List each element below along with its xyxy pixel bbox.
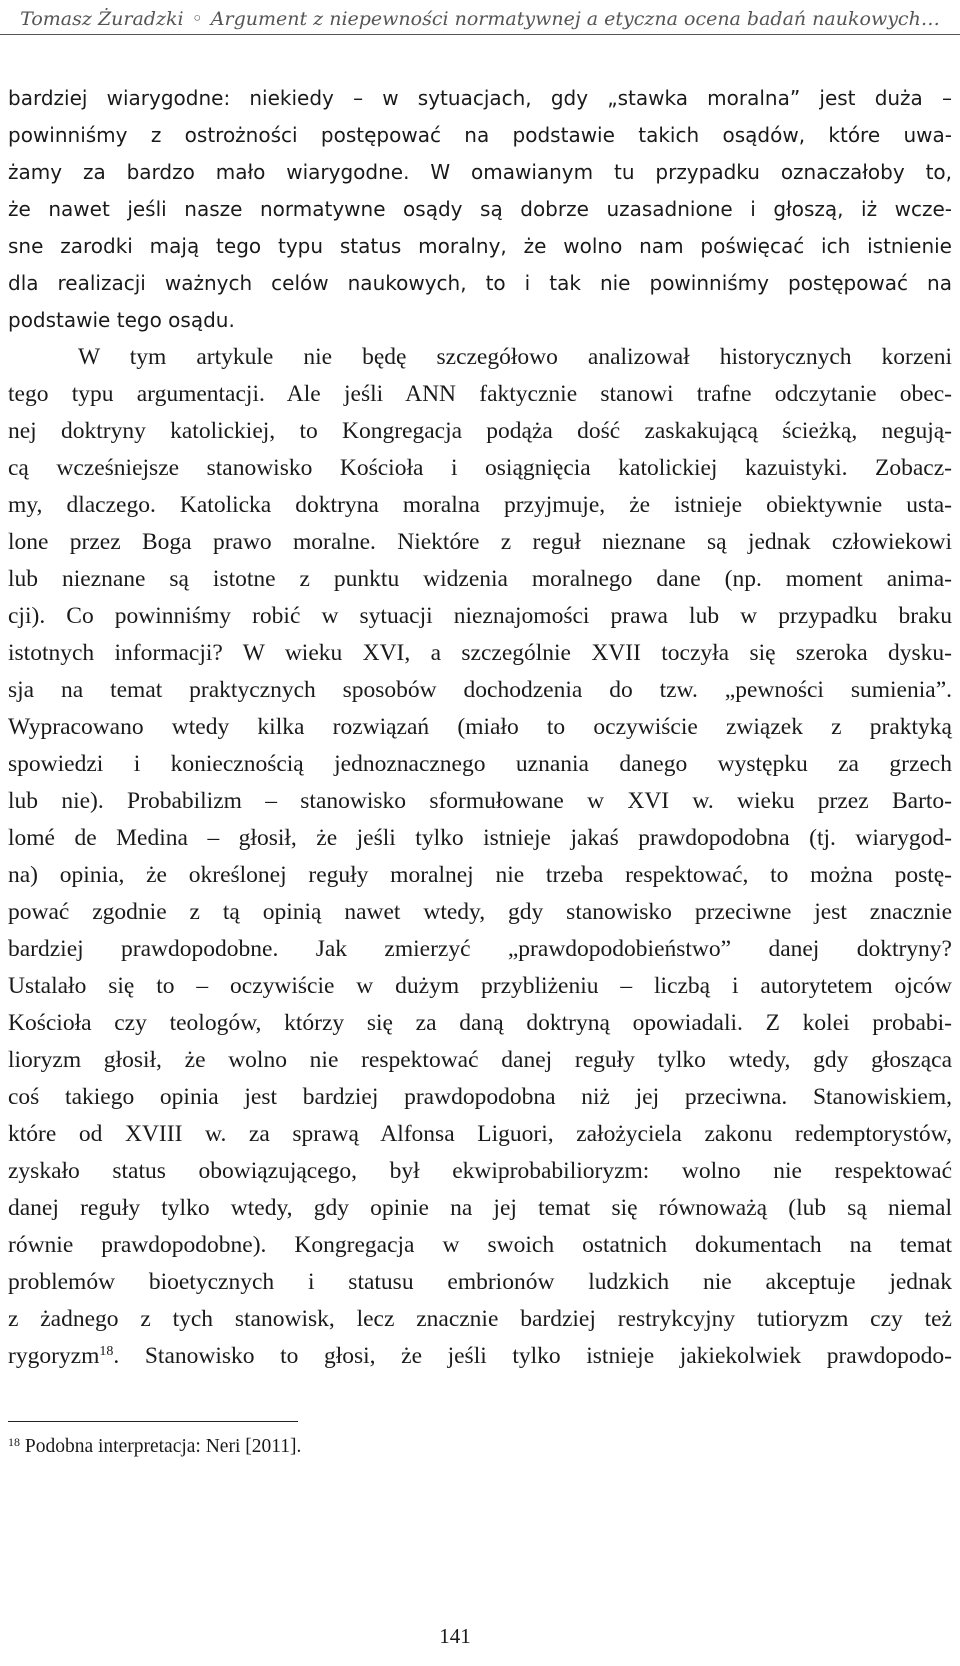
- text-line: lomé de Medina – głosił, że jeśli tylko istnieje jakaś prawdopodobna (tj. wiarygod-: [8, 825, 952, 851]
- text-line: bardziej prawdopodobne. Jak zmierzyć „prawdopodobieństwo” danej doktryny?: [8, 936, 952, 962]
- header-author: Tomasz Żuradzki: [20, 8, 184, 30]
- text-line: które od XVIII w. za sprawą Alfonsa Liguori, założyciela zakonu redemptorystów,: [8, 1121, 952, 1147]
- footnote-text: Podobna interpretacja: Neri [2011].: [24, 1436, 302, 1457]
- footnote: [8, 1434, 301, 1460]
- text-line: z żadnego z tych stanowisk, lecz znacznie bardziej restrykcyjny tutioryzm czy też: [8, 1306, 952, 1332]
- text-line: równie prawdopodobne). Kongregacja w swoich ostatnich dokumentach na temat: [8, 1232, 952, 1258]
- text-line: spowiedzi i koniecznością jednoznacznego uznania danego występku za grzech: [8, 751, 952, 777]
- text-line: nej doktryny katolickiej, to Kongregacja podąża dość zaskakującą ścieżką, negują-: [8, 418, 952, 444]
- text-line: lioryzm głosił, że wolno nie respektować danej reguły tylko wtedy, gdy głosząca: [8, 1047, 952, 1073]
- text-line: Ustalało się to – oczywiście w dużym przybliżeniu – liczbą i autorytetem ojców: [8, 973, 952, 999]
- footnote-reference: 18: [99, 1344, 114, 1359]
- text-line: sne zarodki mają tego typu status moralny, że wolno nam poświęcać ich istnienie: [8, 234, 952, 258]
- text-line: że nawet jeśli nasze normatywne osądy są dobrze uzasadnione i głoszą, iż wcze-: [8, 197, 952, 221]
- text-line: my, dlaczego. Katolicka doktryna moralna przyjmuje, że istnieje obiektywnie usta-: [8, 492, 952, 518]
- text-line: coś takiego opinia jest bardziej prawdopodobna niż jej przeciwna. Stanowiskiem,: [8, 1084, 952, 1110]
- body-text: [8, 80, 952, 1375]
- text-line: dla realizacji ważnych celów naukowych, to i tak nie powinniśmy postępować na: [8, 271, 952, 295]
- text-line: [8, 1338, 952, 1375]
- header-separator-icon: ◦: [191, 8, 203, 30]
- text-line: lone przez Boga prawo moralne. Niektóre z reguł nieznane są jednak człowiekowi: [8, 529, 952, 555]
- text-line: lub nieznane są istotne z punktu widzenia moralnego dane (np. moment anima-: [8, 566, 952, 592]
- footnote-separator: [8, 1421, 298, 1422]
- text-line: danej reguły tylko wtedy, gdy opinie na jej temat się równoważą (lub są niemal: [8, 1195, 952, 1221]
- text-line: sja na temat praktycznych sposobów dochodzenia do tzw. „pewności sumienia”.: [8, 677, 952, 703]
- text-line: cą wcześniejsze stanowisko Kościoła i osiągnięcia katolickiej kazuistyki. Zobacz-: [8, 455, 952, 481]
- text-line: podstawie tego osądu.: [8, 308, 235, 332]
- text-line: powinniśmy z ostrożności postępować na podstawie takich osądów, które uwa-: [8, 123, 952, 147]
- text-line: pować zgodnie z tą opinią nawet wtedy, gdy stanowisko przeciwne jest znacznie: [8, 899, 952, 925]
- running-header: [0, 4, 960, 35]
- text-line: istotnych informacji? W wieku XVI, a szczególnie XVII toczyła się szeroka dysku-: [8, 640, 952, 666]
- header-title: Argument z niepewności normatywnej a etyczna ocena badań naukowych…: [210, 8, 940, 30]
- text-line: lub nie). Probabilizm – stanowisko sformułowane w XVI w. wieku przez Barto-: [8, 788, 952, 814]
- text-line: W tym artykule nie będę szczegółowo analizował historycznych korzeni: [78, 344, 952, 370]
- footnote-marker: 18: [8, 1435, 20, 1449]
- text-line: Kościoła czy teologów, którzy się za daną doktryną opowiadali. Z kolei probabi-: [8, 1010, 952, 1036]
- text-line: bardziej wiarygodne: niekiedy – w sytuacjach, gdy „stawka moralna” jest duża –: [8, 86, 952, 110]
- text-line: cji). Co powinniśmy robić w sytuacji nieznajomości prawa lub w przypadku braku: [8, 603, 952, 629]
- text-line: żamy za bardzo mało wiarygodne. W omawianym tu przypadku oznaczałoby to,: [8, 160, 952, 184]
- text-line: zyskało status obowiązującego, był ekwiprobabilioryzm: wolno nie respektować: [8, 1158, 952, 1184]
- text-fragment: rygoryzm: [8, 1343, 100, 1369]
- text-line: Wypracowano wtedy kilka rozwiązań (miało to oczywiście związek z praktyką: [8, 714, 952, 740]
- text-line: problemów bioetycznych i statusu embrionów ludzkich nie akceptuje jednak: [8, 1269, 952, 1295]
- text-line: na) opinia, że określonej reguły moralnej nie trzeba respektować, to można postę-: [8, 862, 952, 888]
- text-fragment: . Stanowisko to głosi, że jeśli tylko istnieje jakiekolwiek prawdopodo-: [113, 1343, 952, 1369]
- text-line: tego typu argumentacji. Ale jeśli ANN faktycznie stanowi trafne odczytanie obec-: [8, 381, 952, 407]
- page-number: 141: [439, 1624, 471, 1648]
